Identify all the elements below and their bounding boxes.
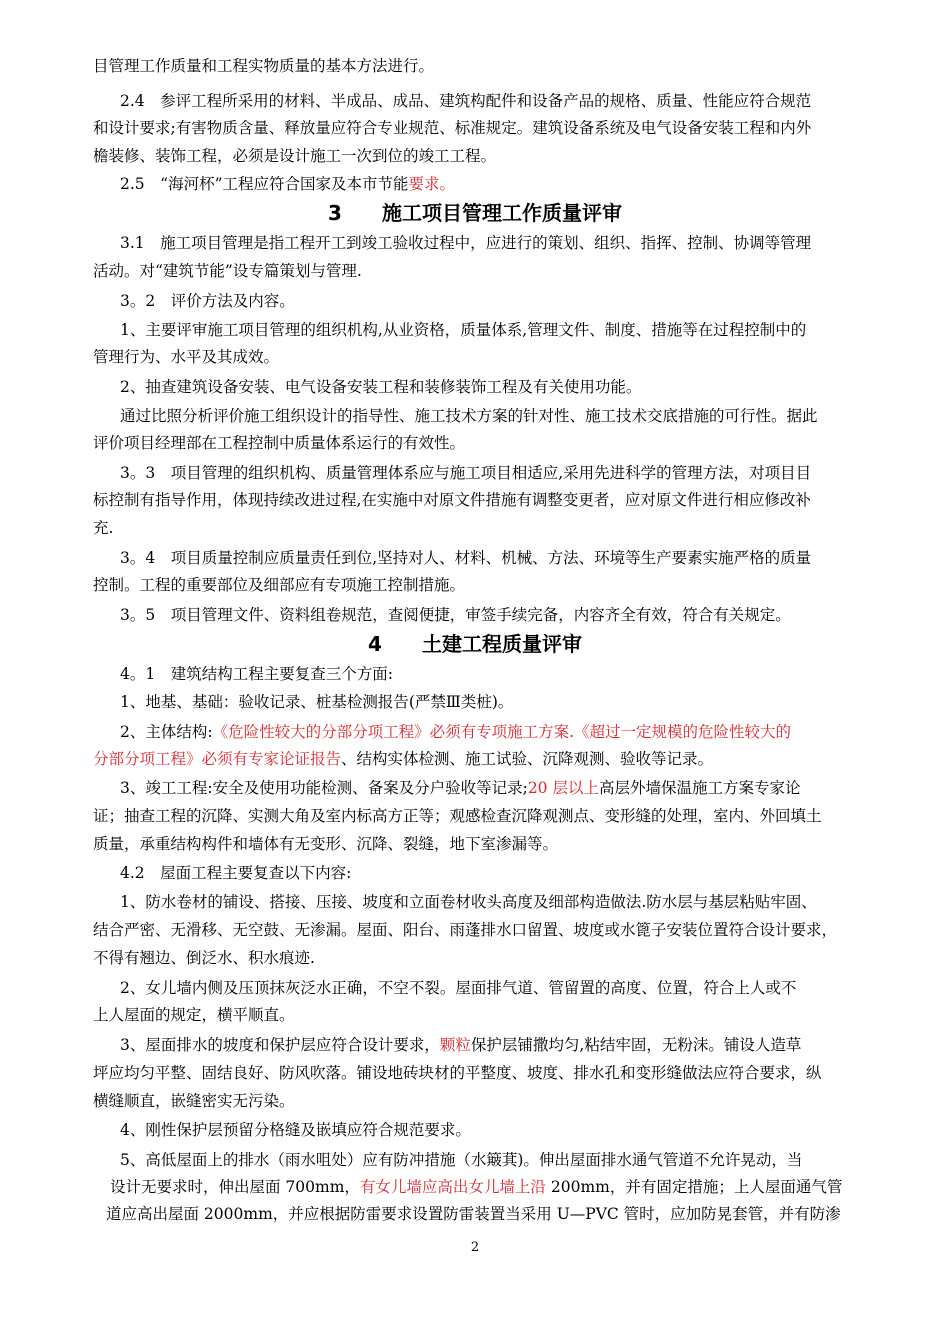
paragraph-line: 结合严密、无滑移、无空鼓、无渗漏。屋面、阳台、雨蓬排水口留置、坡度或水篦子安装位置符合设计要求， (93, 921, 838, 939)
paragraph-line: 2、抽查建筑设备安装、电气设备安装工程和装修装饰工程及有关使用功能。 (120, 378, 642, 396)
paragraph-line: 3。2 评价方法及内容。 (120, 292, 295, 310)
section-heading: 3 施工项目管理工作质量评审 (328, 201, 622, 225)
paragraph-line: 标控制有指导作用，体现持续改进过程,在实施中对原文件措施有调整变更者，应对原文件进行相应修改补 (93, 491, 811, 509)
paragraph-line: 3。3 项目管理的组织机构、质量管理体系应与施工项目相适应,采用先进科学的管理方法，对项目目 (120, 464, 812, 482)
paragraph-line: 1、地基、基础：验收记录、桩基检测报告(严禁Ⅲ类桩)。 (120, 693, 514, 711)
paragraph-line: 2.5 “海河杯”工程应符合国家及本市节能要求。 (120, 175, 456, 193)
section-heading: 4 土建工程质量评审 (368, 632, 582, 656)
paragraph-line: 5、高低屋面上的排水（雨水咀处）应有防冲措施（水簸萁)。伸出屋面排水通气管道不允许晃动，当 (120, 1151, 803, 1169)
paragraph-line: 3、屋面排水的坡度和保护层应符合设计要求，颗粒保护层铺撒均匀,粘结牢固，无粉沫。铺设人造草 (120, 1036, 802, 1054)
paragraph-line: 目管理工作质量和工程实物质量的基本方法进行。 (93, 57, 435, 75)
paragraph-line: 横缝顺直，嵌缝密实无污染。 (93, 1092, 295, 1110)
paragraph-line: 3。5 项目管理文件、资料组卷规范，查阅便捷，审签手续完备，内容齐全有效，符合有关规定。 (120, 606, 791, 624)
paragraph-line: 不得有翘边、倒泛水、积水痕迹. (93, 949, 315, 967)
paragraph-line: 充. (93, 519, 114, 537)
paragraph-line: 控制。工程的重要部位及细部应有专项施工控制措施。 (93, 576, 466, 594)
paragraph-line: 1、主要评审施工项目管理的组织机构,从业资格，质量体系,管理文件、制度、措施等在过程控制中的 (120, 321, 807, 339)
paragraph-line: 和设计要求;有害物质含量、释放量应符合专业规范、标准规定。建筑设备系统及电气设备安装工程和内外 (93, 119, 812, 137)
paragraph-line: 1、防水卷材的铺设、搭接、压接、坡度和立面卷材收头高度及细部构造做法.防水层与基层粘贴牢固、 (120, 893, 817, 911)
paragraph-line: 4.2 屋面工程主要复查以下内容: (120, 864, 352, 882)
paragraph-line: 上人屋面的规定，横平顺直。 (93, 1006, 295, 1024)
paragraph-line: 3。4 项目质量控制应质量责任到位,坚持对人、材料、机械、方法、环境等生产要素实施严格的质量 (120, 549, 812, 567)
paragraph-line: 2、主体结构:《危险性较大的分部分项工程》必须有专项施工方案.《超过一定规模的危险性较大的 (120, 723, 792, 741)
paragraph-line: 证；抽查工程的沉降、实测大角及室内标高方正等；观感检查沉降观测点、变形缝的处理，室内、外回填土 (93, 807, 822, 825)
paragraph-line: 道应高出屋面 2000mm，并应根据防雷要求设置防雷装置当采用 U—PVC 管时，应加防晃套管，并有防渗 (106, 1205, 841, 1223)
paragraph-line: 管理行为、水平及其成效。 (93, 348, 280, 366)
paragraph-line: 活动。对“建筑节能”设专篇策划与管理. (93, 262, 362, 280)
paragraph-line: 评价项目经理部在工程控制中质量体系运行的有效性。 (93, 434, 466, 452)
paragraph-line: 通过比照分析评价施工组织设计的指导性、施工技术方案的针对性、施工技术交底措施的可行性。据此 (120, 407, 818, 425)
paragraph-line: 2.4 参评工程所采用的材料、半成品、成品、建筑构配件和设备产品的规格、质量、性能应符合规范 (120, 92, 812, 110)
paragraph-line: 坪应均匀平整、固结良好、防风吹落。铺设地砖块材的平整度、坡度、排水孔和变形缝做法应符合要求，纵 (93, 1064, 822, 1082)
paragraph-line: 4。1 建筑结构工程主要复查三个方面: (120, 665, 393, 683)
page-number: 2 (470, 1240, 480, 1255)
paragraph-line: 檐装修、装饰工程，必须是设计施工一次到位的竣工工程。 (93, 147, 497, 165)
paragraph-line: 2、女儿墙内侧及压顶抹灰泛水正确，不空不裂。屋面排气道、管留置的高度、位置，符合上人或不 (120, 979, 797, 997)
paragraph-line: 设计无要求时，伸出屋面 700mm，有女儿墙应高出女儿墙上沿 200mm，并有固定措施；上人屋面通气管 (110, 1178, 843, 1196)
paragraph-line: 4、刚性保护层预留分格缝及嵌填应符合规范要求。 (120, 1121, 471, 1139)
paragraph-line: 质量，承重结构构件和墙体有无变形、沉降、裂缝，地下室渗漏等。 (93, 835, 559, 853)
paragraph-line: 分部分项工程》必须有专家论证报告、结构实体检测、施工试验、沉降观测、验收等记录。 (93, 750, 714, 768)
paragraph-line: 3、竣工工程:安全及使用功能检测、备案及分户验收等记录;20 层以上高层外墙保温施工方案专家论 (120, 779, 801, 797)
paragraph-line: 3.1 施工项目管理是指工程开工到竣工验收过程中，应进行的策划、组织、指挥、控制、协调等管理 (120, 234, 812, 252)
